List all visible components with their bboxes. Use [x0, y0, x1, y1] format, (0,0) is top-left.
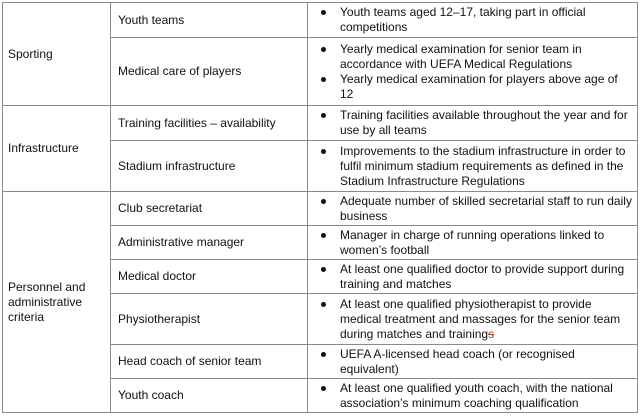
- list-item: At least one qualified doctor to provide support during training and matches: [308, 262, 637, 292]
- struck-text: s: [488, 326, 495, 341]
- list-item: Manager in charge of running operations linked to women’s football: [308, 228, 637, 258]
- list-item: At least one qualified youth coach, with the national association’s minimum coaching qualification: [308, 381, 637, 411]
- list-item: Improvements to the stadium infrastructure in order to fulfil minimum stadium requirements as defined in the Stadium Infrastructure Regulations: [308, 144, 637, 189]
- criterion-youth-teams: Youth teams: [111, 3, 308, 38]
- requirement-cell: [308, 192, 638, 226]
- category-personnel: Personnel and administrative criteria: [3, 192, 111, 413]
- requirement-cell: [308, 379, 638, 413]
- category-sporting: Sporting: [3, 3, 111, 106]
- physiotherapist-text: At least one qualified physiotherapist to provide medical treatment and massages for the senior team during matches and training: [340, 296, 621, 341]
- table-row: [3, 192, 638, 226]
- criterion-physiotherapist: Physiotherapist: [111, 294, 308, 345]
- requirement-cell: [308, 226, 638, 260]
- list-item: Youth teams aged 12–17, taking part in official competitions: [308, 5, 637, 35]
- criterion-stadium-infrastructure: Stadium infrastructure: [111, 141, 308, 192]
- list-item: Adequate number of skilled secretarial staff to run daily business: [308, 194, 637, 224]
- requirement-cell: [308, 106, 638, 141]
- criterion-youth-coach: Youth coach: [111, 379, 308, 413]
- requirement-cell: [308, 3, 638, 38]
- requirement-cell: [308, 260, 638, 294]
- criteria-table: [2, 2, 638, 413]
- requirement-cell: [308, 141, 638, 192]
- list-item: Yearly medical examination for senior team in accordance with UEFA Medical Regulations: [308, 42, 637, 72]
- criterion-head-coach: Head coach of senior team: [111, 345, 308, 379]
- list-item: Yearly medical examination for players above age of 12: [308, 72, 637, 102]
- list-item: Training facilities available throughout the year and for use by all teams: [308, 108, 637, 138]
- requirement-cell: [308, 294, 638, 345]
- criterion-administrative-manager: Administrative manager: [111, 226, 308, 260]
- criterion-medical-doctor: Medical doctor: [111, 260, 308, 294]
- criterion-club-secretariat: Club secretariat: [111, 192, 308, 226]
- list-item: UEFA A-licensed head coach (or recognised equivalent): [308, 347, 637, 377]
- table-row: [3, 3, 638, 38]
- criterion-medical-care: Medical care of players: [111, 38, 308, 106]
- criterion-training-facilities: Training facilities – availability: [111, 106, 308, 141]
- category-infrastructure: Infrastructure: [3, 106, 111, 192]
- requirement-cell: [308, 38, 638, 106]
- list-item: [308, 297, 637, 342]
- requirement-cell: [308, 345, 638, 379]
- table-row: [3, 106, 638, 141]
